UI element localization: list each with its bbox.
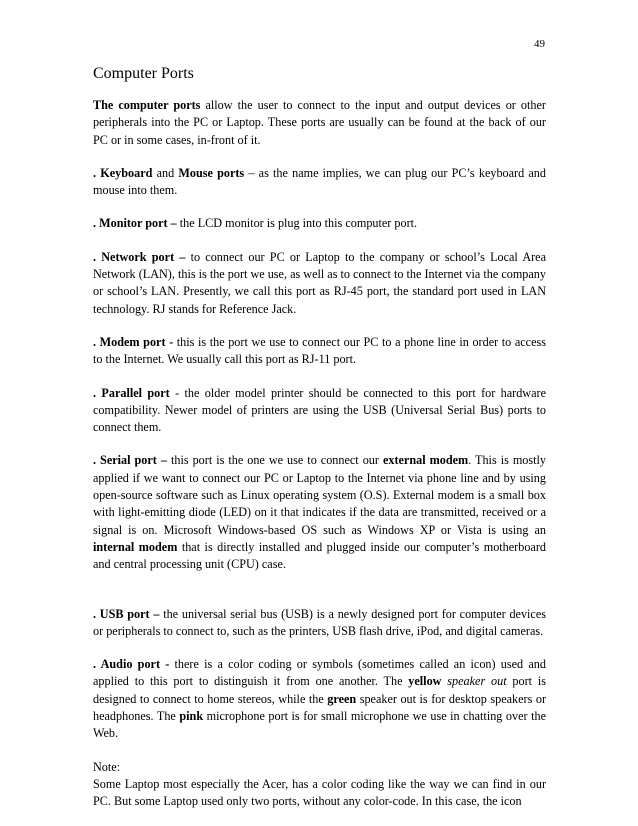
text-run: allow the user to connect to the input and output devices or other peripherals into the PC or Laptop. These ports are usually can be found at the back of our PC or in some cases, in-front of it. — [93, 98, 546, 147]
text-run: – as the name implies, we can plug our PC’s keyboard and mouse into them. — [93, 165, 546, 198]
paragraph-monitor — [93, 215, 546, 232]
bold-term: The computer ports — [93, 98, 201, 112]
text-run: the universal serial bus (USB) is a newly designed port for computer devices or peripherals to connect to, such as the printers, USB flash drive, iPod, and digital cameras. — [93, 606, 546, 638]
bold-term: yellow — [408, 674, 442, 689]
page-title: Computer Ports — [93, 65, 194, 82]
bold-term: internal modem — [93, 539, 178, 554]
bold-term: . USB port – — [93, 606, 160, 621]
text-run: that is directly installed and plugged inside our computer’s motherboard and central processing unit (CPU) case. — [93, 539, 546, 572]
text-run: there is a color coding or symbols (sometimes called an icon) used and applied to this port to distinguish it from one another. The — [93, 657, 546, 689]
text-run: the LCD monitor is plug into this computer port. — [176, 216, 418, 231]
paragraph-parallel — [93, 385, 546, 437]
paragraph-serial — [93, 452, 546, 573]
paragraph-audio — [93, 656, 546, 742]
text-run: speaker out is for desktop speakers or headphones. The — [93, 691, 546, 724]
text-run: this port is the one we use to connect our — [166, 453, 383, 468]
bold-term: . Modem port - — [93, 334, 174, 349]
paragraph-network — [93, 249, 546, 318]
bold-term: . Monitor port – — [93, 216, 177, 231]
text-run: . This is mostly applied if we want to connect our PC or Laptop to the Internet via phone line and by using open-source software such as Linux operating system (O.S). External modem is a small box with light-emitting diode (LED) on it that indicates if the data are transmitted, received or a signal is on. Microsoft Windows-based OS such as Windows XP or Vista is using an — [93, 453, 547, 537]
text-run: this is the port we use to connect our PC to a phone line in order to access to the Internet. We usually call this port as RJ-11 port. — [93, 334, 546, 367]
bold-term: . Serial port – — [93, 453, 167, 468]
paragraph-modem — [93, 334, 546, 369]
text-run: and — [152, 165, 179, 180]
document-body — [93, 64, 546, 811]
bold-term: green — [327, 691, 357, 706]
text-run: microphone port is for small microphone we use in chatting over the Web. — [93, 709, 546, 741]
bold-term: . Audio port - — [93, 657, 170, 672]
note-text: Some Laptop most especially the Acer, has a color coding like the way we can find in our PC. But some Laptop used only two ports, without any color-code. In this case, the icon — [93, 776, 546, 809]
text-run: to connect our PC or Laptop to the company or school’s Local Area Network (LAN), this is the port we use, as well as to connect to the Internet via the company or school’s LAN. Presently, we call this port as RJ-45 port, the standard port used in LAN technology. RJ stands for Reference Jack. — [93, 249, 547, 316]
bold-term: Mouse ports — [178, 165, 245, 180]
bold-term: . Keyboard — [93, 165, 153, 180]
note-label: Note: — [93, 759, 121, 774]
bold-term: . Network port – — [93, 249, 186, 264]
paragraph-intro — [93, 97, 546, 149]
paragraph-list — [93, 97, 546, 743]
text-run: - the older model printer should be connected to this port for hardware compatibility. Newer model of printers are using the USB (Universal Serial Bus) ports to connect them. — [93, 385, 546, 435]
page-number: 49 — [534, 38, 545, 50]
bold-term: pink — [179, 709, 204, 724]
bold-term: . Parallel port — [93, 385, 170, 400]
text-run: port is designed to connect to home stereos, while the — [93, 674, 546, 706]
italic-term: speaker out — [447, 674, 507, 689]
paragraph-keyboard-mouse — [93, 165, 546, 200]
paragraph-usb — [93, 606, 546, 641]
bold-term: external modem — [382, 453, 469, 468]
